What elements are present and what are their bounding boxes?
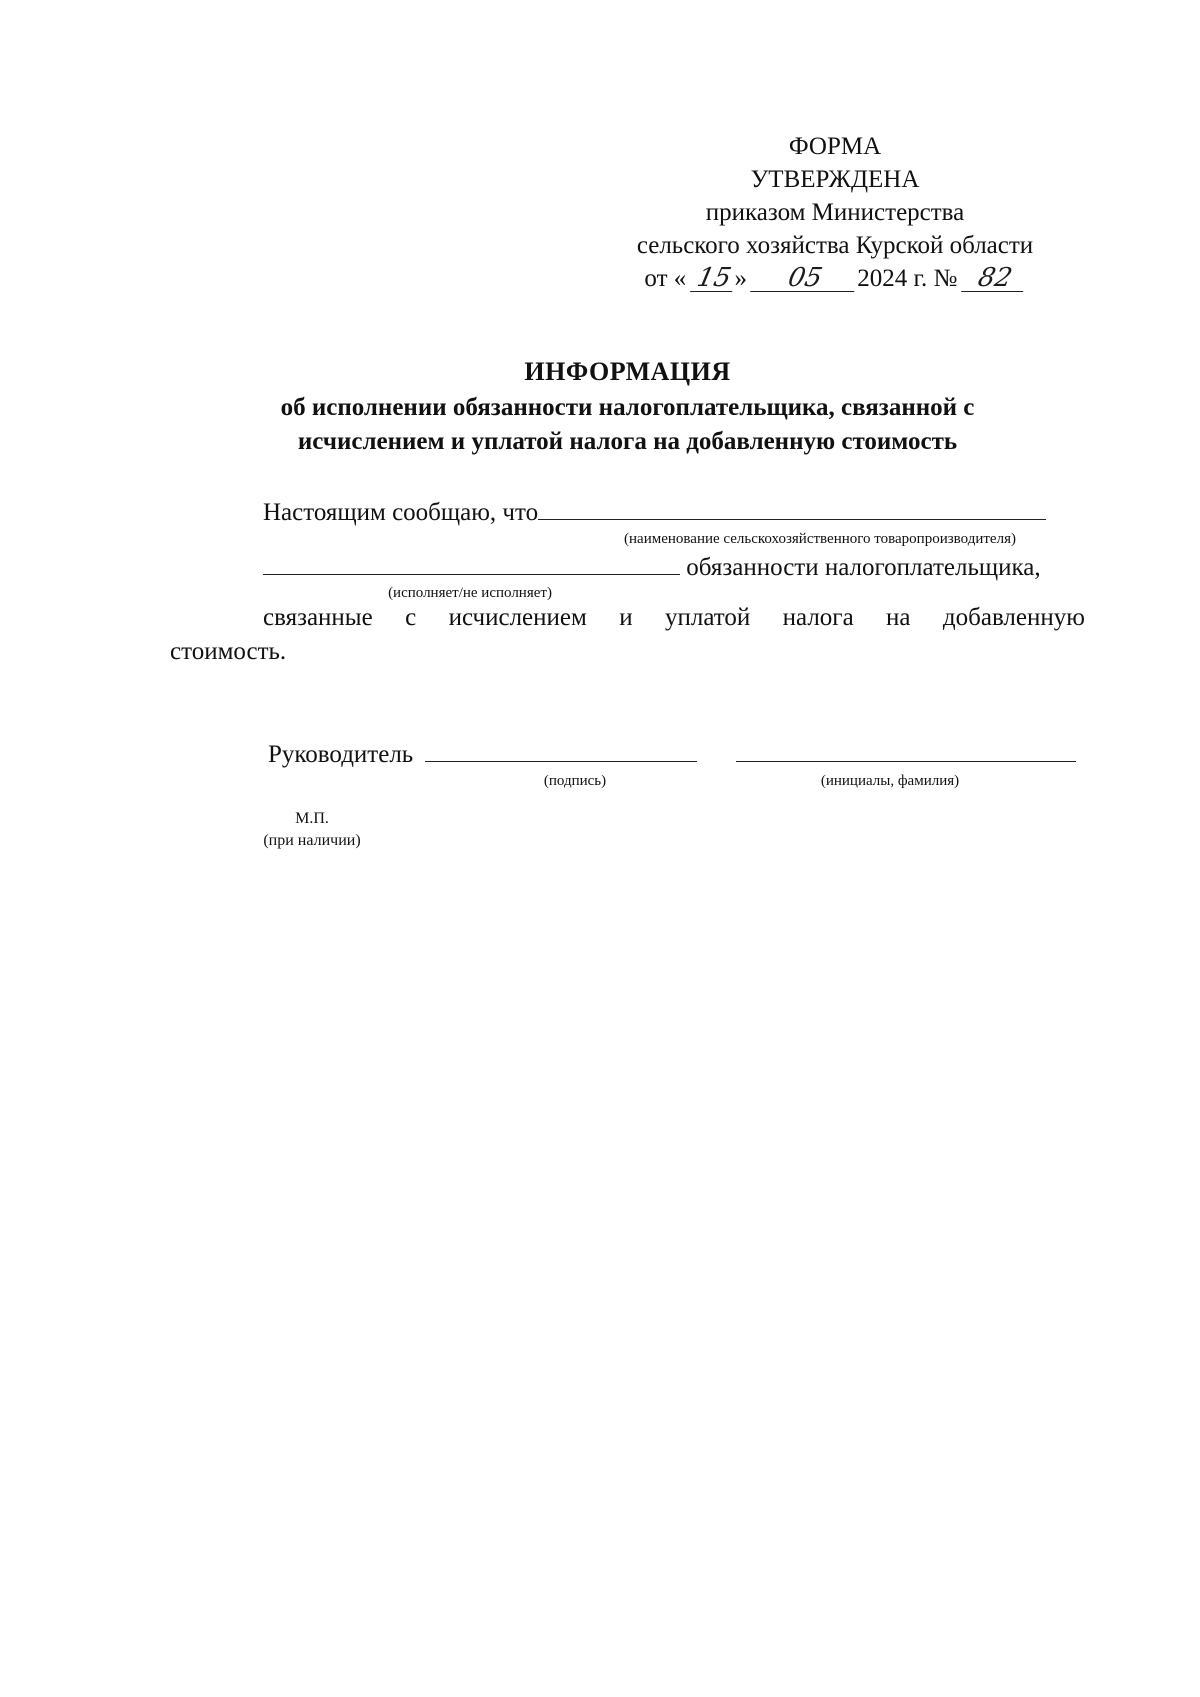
order-date-line: [600, 262, 1070, 295]
stamp-place: [252, 808, 372, 852]
date-month-handwritten: 05: [750, 265, 860, 292]
head-label: Руководитель: [268, 741, 414, 768]
date-prefix: от «: [644, 265, 687, 292]
order-number-handwritten: 82: [961, 265, 1029, 292]
title-subtitle-line1: об исполнении обязанности налогоплательщика, связанной с: [280, 394, 975, 421]
justified-word: и: [619, 604, 633, 631]
justified-word: на: [886, 604, 911, 631]
order-issuer-line2: сельского хозяйства Курской области: [636, 232, 1034, 259]
duties-line: [263, 553, 1041, 583]
signature-field[interactable]: [425, 761, 697, 762]
stamp-label: М.П.: [295, 810, 329, 827]
initials-caption: (инициалы, фамилия): [820, 773, 960, 789]
initials-surname-field[interactable]: [736, 761, 1076, 762]
approval-block: [600, 130, 1070, 295]
date-year: 2024 г. №: [857, 265, 958, 292]
title-subtitle-line2: исчислением и уплатой налога на добавленную стоимость: [297, 428, 958, 455]
justified-text-line: [263, 603, 1085, 633]
fulfils-caption: (исполняет/не исполняет): [388, 585, 552, 601]
intro-text: Настоящим сообщаю, что: [263, 499, 539, 526]
duties-text: обязанности налогоплательщика,: [686, 554, 1041, 581]
date-day-handwritten: 15: [690, 265, 738, 292]
order-issuer-line1: приказом Министерства: [705, 199, 965, 226]
document-title: [170, 355, 1085, 459]
form-label: ФОРМА: [788, 133, 882, 160]
intro-line: [263, 498, 1046, 528]
producer-caption: (наименование сельскохозяйственного товаропроизводителя): [624, 531, 1016, 547]
justified-word: уплатой: [664, 604, 751, 631]
signature-caption: (подпись): [543, 773, 607, 789]
justified-word: налога: [782, 604, 854, 631]
tail-text: стоимость.: [170, 638, 287, 665]
title-heading: ИНФОРМАЦИЯ: [524, 357, 731, 386]
date-mid: »: [734, 265, 748, 292]
justified-word: с: [405, 604, 417, 631]
approved-label: УТВЕРЖДЕНА: [750, 166, 920, 193]
stamp-note: (при наличии): [263, 832, 361, 849]
justified-word: исчислением: [448, 604, 587, 631]
producer-name-field[interactable]: [538, 519, 1046, 520]
justified-word: добавленную: [942, 604, 1085, 631]
justified-word: связанные: [263, 604, 373, 631]
signature-line: [268, 740, 1076, 770]
fulfils-field[interactable]: [263, 574, 680, 575]
